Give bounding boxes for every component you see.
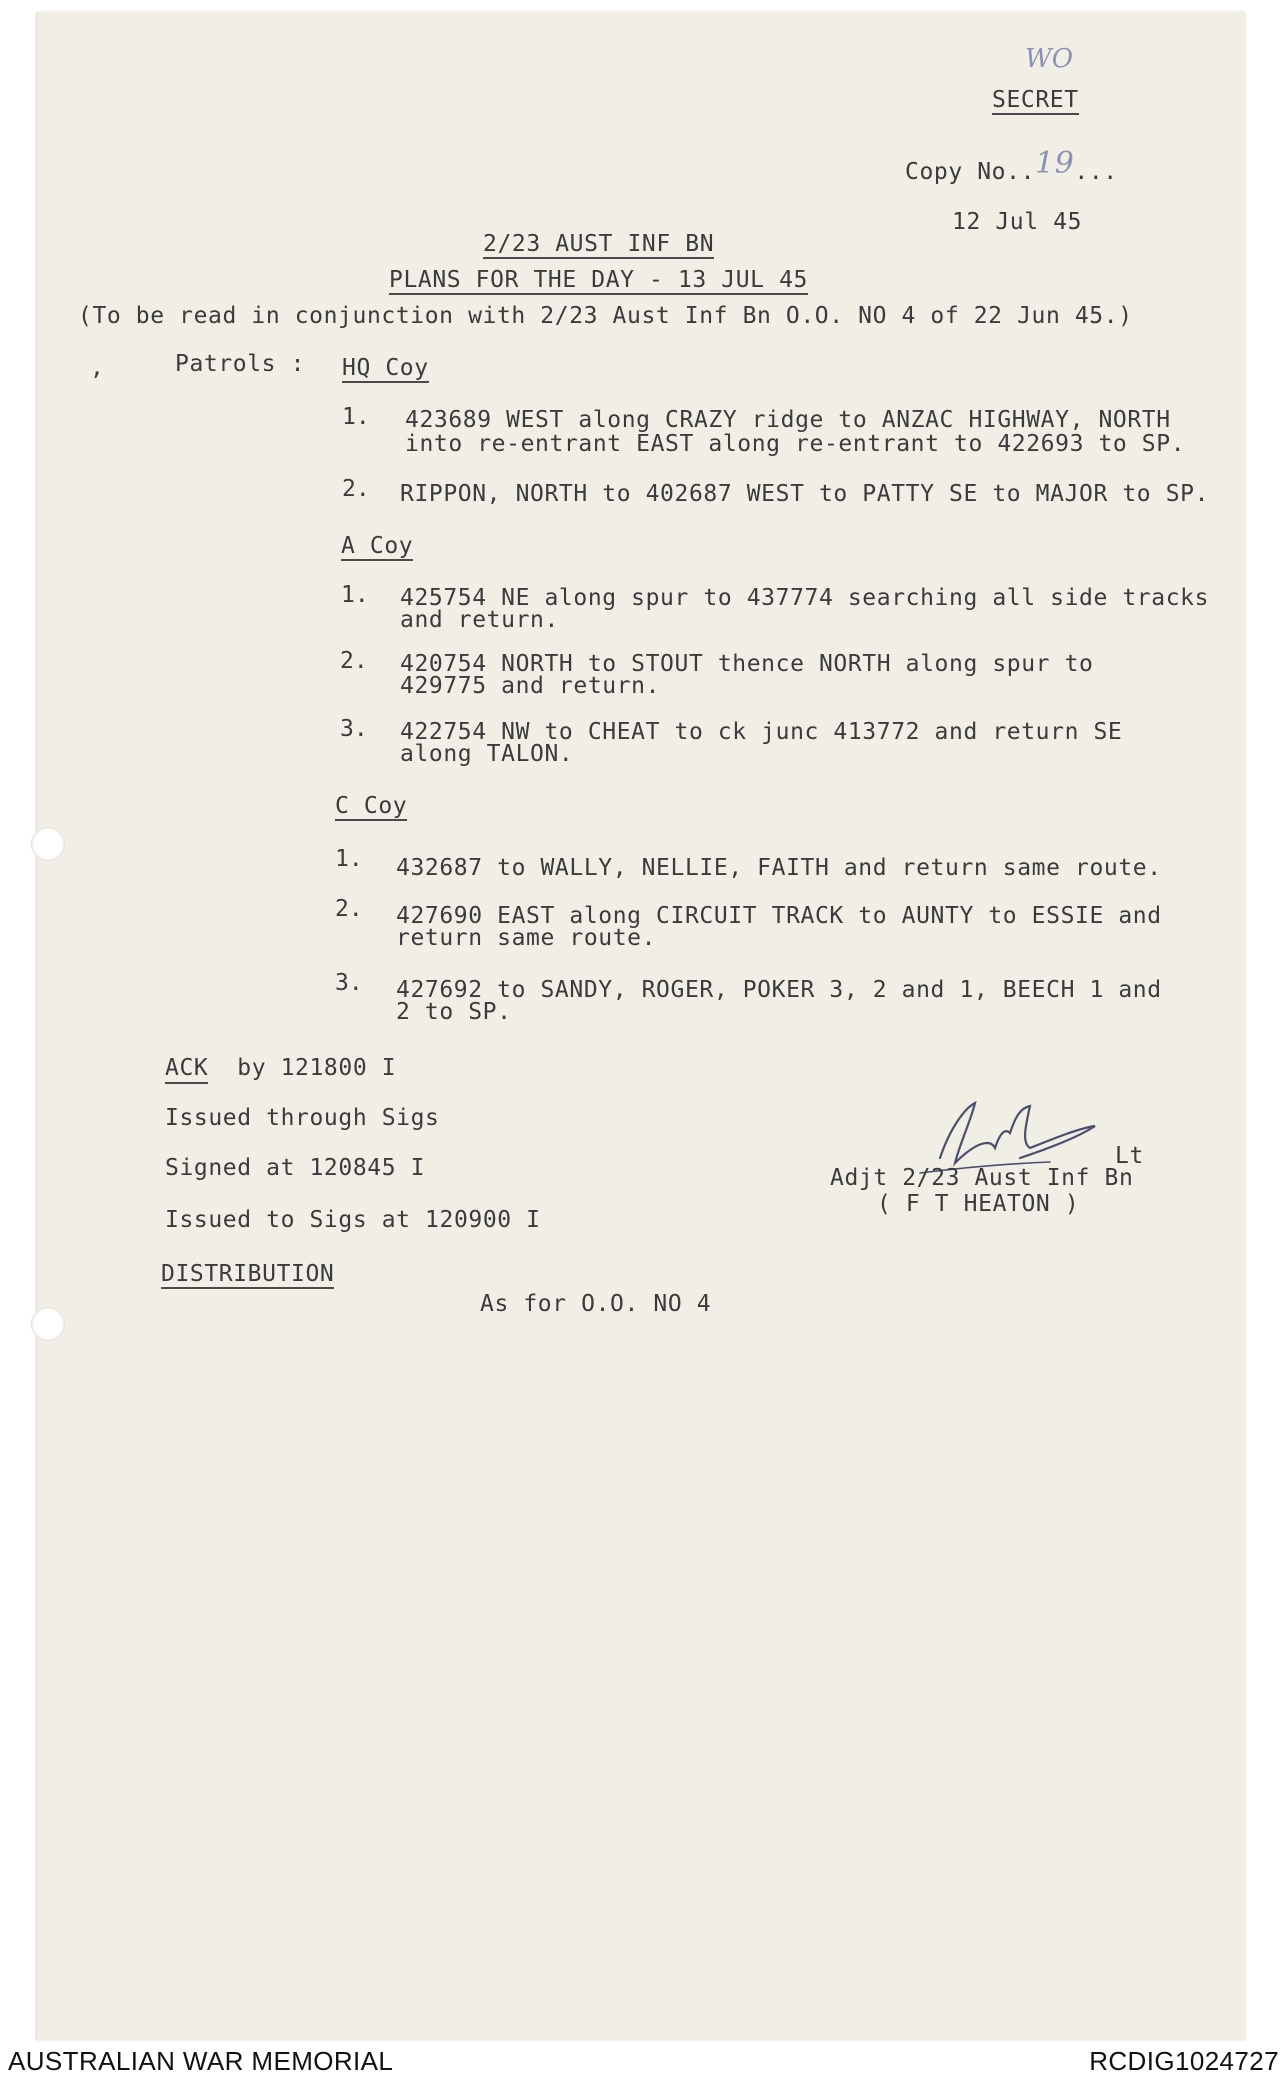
patrol-line: 429775 and return. [400, 673, 661, 699]
patrol-line: 422754 NW to CHEAT to ck junc 413772 and return SE [400, 719, 1123, 745]
signatory-title: Adjt 2/23 Aust Inf Bn [830, 1165, 1134, 1191]
wo-handwritten-mark: WO [1025, 44, 1074, 74]
punch-hole-lower [31, 1307, 65, 1341]
patrol-line: 427692 to SANDY, ROGER, POKER 3, 2 and 1, BEECH 1 and [396, 977, 1162, 1003]
patrol-line: 423689 WEST along CRAZY ridge to ANZAC HIGHWAY, NORTH [405, 407, 1171, 433]
patrol-line: into re-entrant EAST along re-entrant to 422693 to SP. [405, 431, 1186, 457]
distribution-value: As for O.O. NO 4 [480, 1291, 712, 1317]
patrol-line: 432687 to WALLY, NELLIE, FAITH and return same route. [396, 855, 1162, 881]
signed-at-line: Signed at 120845 I [165, 1155, 426, 1181]
ack-value: by 121800 I [237, 1055, 397, 1081]
section-heading-hq-coy: HQ Coy [342, 355, 429, 381]
section-heading-c-coy: C Coy [335, 793, 408, 819]
ack-label: ACK [165, 1055, 208, 1084]
patrol-line: 2 to SP. [396, 999, 512, 1025]
patrol-line: return same route. [396, 925, 657, 951]
item-number: 1. [335, 846, 363, 872]
patrols-label: Patrols : [175, 351, 306, 377]
issued-through-line: Issued through Sigs [165, 1105, 440, 1131]
punch-hole-upper [31, 827, 65, 861]
patrol-line: 425754 NE along spur to 437774 searching all side tracks [400, 585, 1210, 611]
item-number: 1. [342, 404, 370, 430]
document-date: 12 Jul 45 [952, 209, 1083, 235]
patrol-line: 427690 EAST along CIRCUIT TRACK to AUNTY to ESSIE and [396, 903, 1162, 929]
ack-line [165, 1056, 396, 1080]
item-number: 3. [340, 716, 368, 742]
footer-record-id: RCDIG1024727 [1089, 2046, 1279, 2076]
copy-number-line [905, 146, 1118, 185]
copy-label: Copy No.. [905, 159, 1036, 185]
signatory-rank: Lt [1115, 1143, 1144, 1169]
item-number: 2. [342, 476, 370, 502]
item-number: 3. [335, 970, 363, 996]
footer-archive-name: AUSTRALIAN WAR MEMORIAL [8, 2046, 394, 2076]
section-heading-a-coy: A Coy [341, 533, 414, 559]
patrol-line: along TALON. [400, 741, 574, 767]
copy-number-handwritten: 19 [1035, 146, 1075, 181]
patrol-line: RIPPON, NORTH to 402687 WEST to PATTY SE to MAJOR to SP. [400, 481, 1210, 507]
item-number: 2. [340, 648, 368, 674]
distribution-heading: DISTRIBUTION [161, 1261, 335, 1287]
item-number: 1. [341, 582, 369, 608]
issued-to-sigs-line: Issued to Sigs at 120900 I [165, 1207, 541, 1233]
reference-note: (To be read in conjunction with 2/23 Aust Inf Bn O.O. NO 4 of 22 Jun 45.) [78, 303, 1133, 329]
signatory-name: ( F T HEATON ) [877, 1191, 1080, 1217]
patrol-line: 420754 NORTH to STOUT thence NORTH along spur to [400, 651, 1094, 677]
classification-secret: SECRET [992, 87, 1079, 113]
copy-dots: ... [1074, 159, 1118, 185]
item-number: 2. [335, 896, 363, 922]
plan-title: PLANS FOR THE DAY - 13 JUL 45 [389, 267, 808, 293]
unit-title: 2/23 AUST INF BN [483, 231, 715, 257]
patrol-line: and return. [400, 607, 559, 633]
stray-mark: , [90, 355, 105, 381]
